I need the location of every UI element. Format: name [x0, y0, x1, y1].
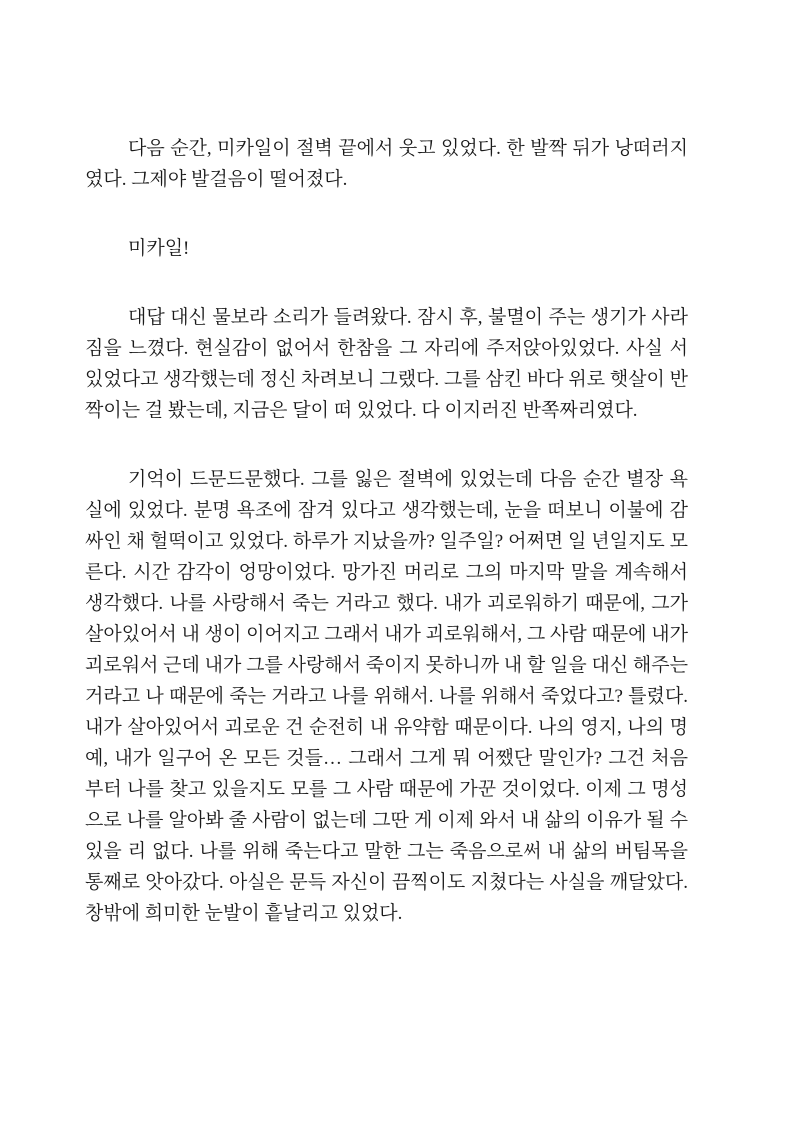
paragraph-narrative-2: 대답 대신 물보라 소리가 들려왔다. 잠시 후, 불멸이 주는 생기가 사라짐을 느꼈다. 현실감이 없어서 한참을 그 자리에 주저앉아있었다. 사실 서 있었다고 생각했는데 정신 차려보니 그랬다. 그를 삼킨 바다 위로 햇살이 반짝이는 걸 봤는데, 지금은 달이 떠 있었다. 다 이지러진 반쪽짜리였다.	[85, 307, 688, 421]
paragraph-exclamation: 미카일!	[128, 238, 190, 259]
text-content	[85, 133, 688, 929]
paragraph-narrative-3: 기억이 드문드문했다. 그를 잃은 절벽에 있었는데 다음 순간 별장 욕실에 있었다. 분명 욕조에 잠겨 있다고 생각했는데, 눈을 떠보니 이불에 감싸인 채 헐떡이고 있었다. 하루가 지났을까? 일주일? 어쩌면 일 년일지도 모른다. 시간 감각이 엉망이었다. 망가진 머리로 그의 마지막 말을 계속해서 생각했다. 나를 사랑해서 죽는 거라고 했다. 내가 괴로워하기 때문에, 그가 살아있어서 내 생이 이어지고 그래서 내가 괴로워해서, 그 사람 때문에 내가 괴로워서 근데 내가 그를 사랑해서 죽이지 못하니까 내 할 일을 대신 해주는 거라고 나 때문에 죽는 거라고 나를 위해서. 나를 위해서 죽었다고? 틀렸다. 내가 살아있어서 괴로운 건 순전히 내 유약함 때문이다. 나의 영지, 나의 명예, 내가 일구어 온 모든 것들… 그래서 그게 뭐 어쨌단 말인가? 그건 처음부터 나를 찾고 있을지도 모를 그 사람 때문에 가꾼 것이었다. 이제 그 명성으로 나를 알아봐 줄 사람이 없는데 그딴 게 이제 와서 내 삶의 이유가 될 수 있을 리 없다. 나를 위해 죽는다고 말한 그는 죽음으로써 내 삶의 버팀목을 통째로 앗아갔다. 아실은 문득 자신이 끔찍이도 지쳤다는 사실을 깨달았다. 창밖에 희미한 눈발이 흩날리고 있었다.	[85, 469, 688, 924]
paragraph-narrative-1: 다음 순간, 미카일이 절벽 끝에서 웃고 있었다. 한 발짝 뒤가 낭떠러지였다. 그제야 발걸음이 떨어졌다.	[85, 138, 688, 190]
